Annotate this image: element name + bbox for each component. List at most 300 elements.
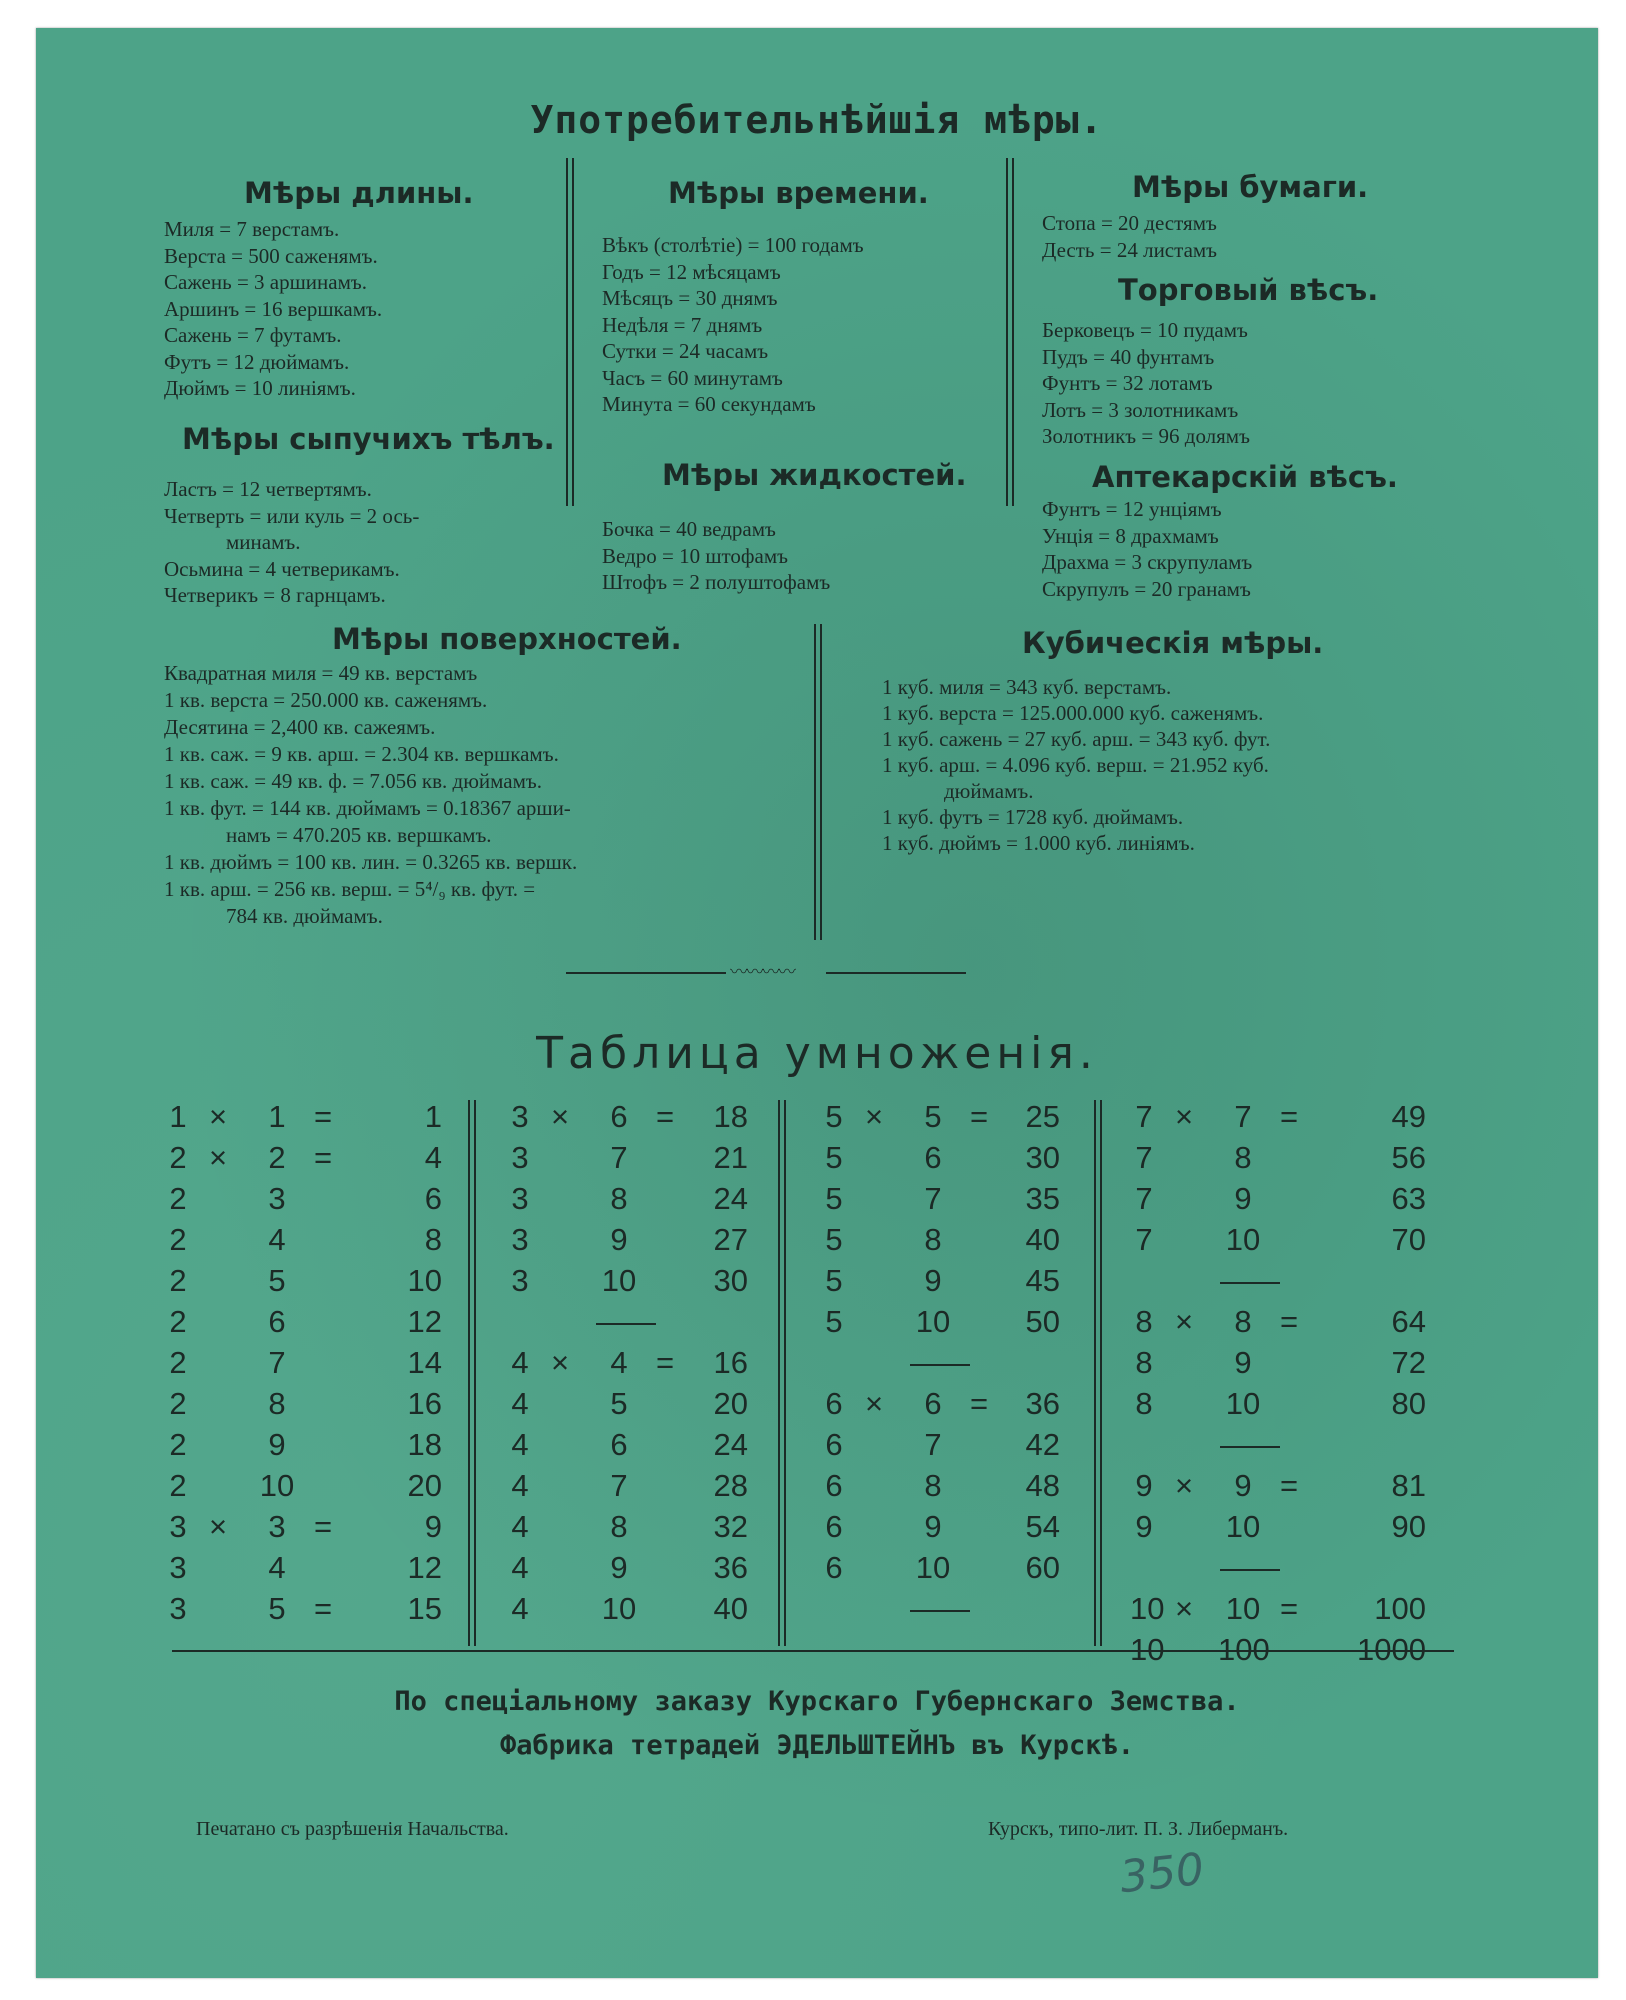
times-sign: ×: [1175, 1099, 1194, 1134]
multiplier: 8: [924, 1222, 942, 1257]
product: 81: [1391, 1468, 1426, 1503]
measure-line: Золотникъ = 96 долямъ: [1042, 424, 1250, 448]
measure-line: Фунтъ = 32 лотамъ: [1042, 371, 1213, 395]
multiplicand: 2: [169, 1181, 187, 1216]
multiplicand: 2: [169, 1263, 187, 1298]
multiplier: 6: [924, 1140, 942, 1175]
multiplier: 6: [610, 1427, 628, 1462]
multiplier: 7: [268, 1345, 286, 1380]
section-heading: Торговый вѣсъ.: [1118, 273, 1379, 307]
times-sign: ×: [1175, 1468, 1194, 1503]
multiplicand: 10: [1130, 1591, 1165, 1626]
measure-line: Годъ = 12 мѣсяцамъ: [602, 259, 781, 284]
multiplier: 8: [610, 1181, 628, 1216]
multiplier: 9: [610, 1550, 628, 1585]
imprint-permission: Печатано съ разрѣшенія Начальства.: [196, 1818, 509, 1840]
multiplier: 10: [601, 1591, 637, 1626]
table-row: [820, 1096, 1060, 1137]
measure-line: Сажень = 3 аршинамъ.: [164, 270, 367, 294]
section-paper: [1042, 170, 1368, 263]
table-row: [164, 1383, 442, 1424]
table-row: [164, 1260, 442, 1301]
table-separator: [1130, 1260, 1426, 1301]
equals-sign: =: [314, 1509, 333, 1544]
table-separator: [820, 1342, 1060, 1383]
multiplier: 8: [924, 1468, 942, 1503]
multiplier: 8: [1234, 1304, 1252, 1339]
section-surface: [164, 622, 682, 930]
column-divider: [1006, 158, 1014, 506]
product: 20: [407, 1468, 442, 1503]
equals-sign: =: [1280, 1591, 1299, 1626]
product: 18: [407, 1427, 442, 1462]
column-divider: [814, 624, 822, 940]
section-heading: Мѣры времени.: [668, 176, 929, 210]
measure-line: Аршинъ = 16 вершкамъ.: [164, 296, 383, 321]
table-row: [820, 1219, 1060, 1260]
multiplicand: 3: [511, 1181, 529, 1216]
multiplication-title: Таблица умноженія.: [536, 1028, 1098, 1079]
table-row: [1130, 1137, 1426, 1178]
multiplier: 3: [268, 1181, 286, 1216]
multiplicand: 4: [511, 1509, 529, 1544]
separator-line: [1220, 1569, 1280, 1571]
multiplicand: 3: [169, 1550, 187, 1585]
multiplicand: 5: [825, 1099, 843, 1134]
multiplicand: 4: [511, 1386, 529, 1421]
section-dry: [164, 422, 555, 609]
table-row: [164, 1096, 442, 1137]
multiplicand: 9: [1135, 1468, 1153, 1503]
separator-line: [910, 1364, 970, 1366]
measure-line: 1 кв. верста = 250.000 кв. саженямъ.: [164, 688, 488, 712]
multiplier: 9: [1234, 1181, 1252, 1216]
measure-line: Мѣсяцъ = 30 днямъ: [602, 286, 778, 310]
times-sign: ×: [209, 1509, 228, 1544]
measure-line: Дюймъ = 10 линіямъ.: [164, 376, 356, 400]
page-title: Употребительнѣйшія мѣры.: [530, 98, 1104, 142]
product: 40: [1025, 1222, 1060, 1257]
section-lines: [882, 674, 1323, 856]
multiplicand: 4: [511, 1591, 529, 1626]
table-row: [506, 1588, 748, 1629]
section-heading: Мѣры бумаги.: [1132, 170, 1369, 204]
section-liquid: [602, 458, 967, 596]
measure-line: Ведро = 10 штофамъ: [602, 543, 788, 568]
multiplier: 9: [610, 1222, 628, 1257]
table-row: [506, 1178, 748, 1219]
multiplier: 10: [915, 1550, 951, 1585]
measure-line: 1 кв. саж. = 49 кв. ф. = 7.056 кв. дюймамъ.: [164, 769, 543, 793]
times-sign: ×: [1175, 1304, 1194, 1339]
table-row: [506, 1137, 748, 1178]
ornament-rule-right: [826, 972, 966, 974]
footer-factory-line: Фабрика тетрадей ЭДЕЛЬШТЕЙНЪ въ Курскѣ.: [500, 1730, 1134, 1761]
measure-line: Стопа = 20 дестямъ: [1042, 211, 1217, 235]
table-row: [506, 1383, 748, 1424]
table-separator: [1130, 1424, 1426, 1465]
section-heading: Аптекарскій вѣсъ.: [1092, 460, 1398, 494]
table-row: [1130, 1342, 1426, 1383]
table-row: [1130, 1383, 1426, 1424]
footer-order-line: По спеціальному заказу Курскаго Губернскаго Земства.: [394, 1686, 1240, 1717]
table-row: [1130, 1096, 1426, 1137]
multiplicand: 3: [511, 1222, 529, 1257]
measure-line: 1 куб. арш. = 4.096 куб. верш. = 21.952 куб.: [882, 753, 1269, 777]
product: 30: [713, 1263, 748, 1298]
multiplier: 6: [268, 1304, 286, 1339]
multiplicand: 2: [169, 1427, 187, 1462]
product: 15: [407, 1591, 442, 1626]
equals-sign: =: [970, 1099, 989, 1134]
multiplicand: 5: [825, 1181, 843, 1216]
separator-line: [1220, 1446, 1280, 1448]
multiplier: 7: [924, 1181, 942, 1216]
section-time: [602, 176, 929, 418]
measure-line: Минута = 60 секундамъ: [602, 392, 816, 416]
table-row: [506, 1506, 748, 1547]
multiplier: 10: [1225, 1222, 1261, 1257]
multiplicand: 2: [169, 1468, 187, 1503]
measure-line: Четверть = или куль = 2 ось-: [164, 503, 420, 528]
measure-line: минамъ.: [226, 530, 301, 554]
multiplicand: 2: [169, 1304, 187, 1339]
product: 25: [1025, 1099, 1060, 1134]
multiplication-column-3: [820, 1096, 1060, 1629]
table-row: [164, 1506, 442, 1547]
multiplicand: 7: [1135, 1140, 1153, 1175]
multiplier: 9: [924, 1263, 942, 1298]
measure-line: Осьмина = 4 четверикамъ.: [164, 556, 400, 581]
multiplicand: 6: [825, 1468, 843, 1503]
table-row: [1130, 1465, 1426, 1506]
measure-line: 784 кв. дюймамъ.: [226, 904, 383, 928]
product: 27: [713, 1222, 748, 1257]
multiplicand: 3: [511, 1140, 529, 1175]
measure-line: 1 куб. дюймъ = 1.000 куб. линіямъ.: [882, 831, 1195, 855]
equals-sign: =: [970, 1386, 989, 1421]
table-bottom-rule: [172, 1650, 1454, 1652]
multiplicand: 2: [169, 1345, 187, 1380]
table-row: [506, 1342, 748, 1383]
multiplicand: 4: [511, 1427, 529, 1462]
section-lines: [164, 216, 474, 402]
table-row: [820, 1465, 1060, 1506]
times-sign: ×: [209, 1140, 228, 1175]
multiplier: 5: [924, 1099, 942, 1134]
measure-line: Квадратная миля = 49 кв. верстамъ: [164, 661, 478, 685]
product: 40: [713, 1591, 748, 1626]
measure-line: Драхма = 3 скрупуламъ: [1042, 550, 1253, 574]
measure-line: 1 куб. верста = 125.000.000 куб. саженямъ.: [882, 701, 1264, 725]
section-heading: Мѣры поверхностей.: [332, 622, 682, 656]
multiplicand: 6: [825, 1386, 843, 1421]
table-row: [506, 1219, 748, 1260]
measure-line: Сутки = 24 часамъ: [602, 339, 769, 363]
product: 48: [1025, 1468, 1060, 1503]
product: 21: [713, 1140, 748, 1175]
table-row: [1130, 1219, 1426, 1260]
section-heading: Мѣры сыпучихъ тѣлъ.: [182, 422, 555, 456]
equals-sign: =: [314, 1140, 333, 1175]
product: 20: [713, 1386, 748, 1421]
multiplier: 5: [610, 1386, 628, 1421]
measure-line: Часъ = 60 минутамъ: [602, 365, 783, 390]
table-separator: [820, 1588, 1060, 1629]
measure-line: 1 кв. саж. = 9 кв. арш. = 2.304 кв. вершкамъ.: [164, 742, 559, 766]
product: 10: [407, 1263, 442, 1298]
multiplicand: 4: [511, 1468, 529, 1503]
section-heading: Кубическія мѣры.: [1022, 626, 1324, 660]
measure-line: Берковецъ = 10 пудамъ: [1042, 318, 1248, 342]
table-row: [506, 1547, 748, 1588]
multiplier: 6: [924, 1386, 942, 1421]
notebook-back-cover: [36, 28, 1598, 1978]
multiplicand: 1: [169, 1099, 187, 1134]
multiplier: 4: [268, 1550, 286, 1585]
equals-sign: =: [1280, 1304, 1299, 1339]
measure-line: 1 куб. футъ = 1728 куб. дюймамъ.: [882, 805, 1184, 829]
multiplication-column-4: [1130, 1096, 1426, 1670]
multiplicand: 8: [1135, 1345, 1153, 1380]
table-column-divider: [1094, 1100, 1102, 1646]
multiplicand: 2: [169, 1140, 187, 1175]
product: 60: [1025, 1550, 1060, 1585]
product: 16: [407, 1386, 442, 1421]
product: 45: [1025, 1263, 1060, 1298]
multiplicand: 4: [511, 1550, 529, 1585]
multiplicand: 4: [511, 1345, 529, 1380]
times-sign: ×: [551, 1099, 570, 1134]
times-sign: ×: [1175, 1591, 1194, 1626]
equals-sign: =: [314, 1591, 333, 1626]
multiplier: 1: [268, 1099, 286, 1134]
product: 49: [1391, 1099, 1426, 1134]
section-lines: [1042, 317, 1378, 450]
table-separator: [506, 1301, 748, 1342]
table-row: [164, 1301, 442, 1342]
table-row: [820, 1301, 1060, 1342]
multiplier: 9: [268, 1427, 286, 1462]
product: 72: [1391, 1345, 1426, 1380]
measure-line: Унція = 8 драхмамъ: [1042, 523, 1219, 548]
table-row: [506, 1260, 748, 1301]
equals-sign: =: [1280, 1468, 1299, 1503]
table-row: [820, 1547, 1060, 1588]
equals-sign: =: [1280, 1099, 1299, 1134]
product: 56: [1391, 1140, 1426, 1175]
multiplicand: 2: [169, 1386, 187, 1421]
table-row: [1130, 1588, 1426, 1629]
section-pharmacy: [1042, 460, 1398, 602]
times-sign: ×: [551, 1345, 570, 1380]
product: 8: [424, 1222, 442, 1257]
measure-line: Десть = 24 листамъ: [1042, 237, 1218, 262]
measure-line: Верста = 500 саженямъ.: [164, 243, 378, 268]
product: 30: [1025, 1140, 1060, 1175]
table-row: [1130, 1178, 1426, 1219]
table-row: [164, 1219, 442, 1260]
multiplier: 7: [610, 1140, 628, 1175]
product: 24: [713, 1181, 748, 1216]
product: 36: [1025, 1386, 1060, 1421]
measure-line: 1 кв. арш. = 256 кв. верш. = 5⁴/₉ кв. фут. =: [164, 877, 536, 901]
table-row: [820, 1137, 1060, 1178]
multiplier: 10: [915, 1304, 951, 1339]
measure-line: Четверикъ = 8 гарнцамъ.: [164, 583, 386, 607]
table-row: [820, 1506, 1060, 1547]
ornament-rule-left: [566, 972, 726, 974]
multiplicand: 5: [825, 1222, 843, 1257]
multiplier: 4: [610, 1345, 628, 1380]
table-row: [164, 1342, 442, 1383]
multiplier: 7: [610, 1468, 628, 1503]
table-row: [506, 1096, 748, 1137]
measure-line: Ластъ = 12 четвертямъ.: [164, 477, 372, 501]
separator-line: [596, 1323, 656, 1325]
table-row: [1130, 1301, 1426, 1342]
measure-line: Вѣкъ (столѣтіе) = 100 годамъ: [602, 233, 864, 257]
measure-line: Фунтъ = 12 унціямъ: [1042, 497, 1222, 521]
table-row: [1130, 1506, 1426, 1547]
multiplier: 10: [1225, 1509, 1261, 1544]
multiplicand: 6: [825, 1427, 843, 1462]
measure-line: Штофъ = 2 полуштофамъ: [602, 570, 831, 594]
table-column-divider: [468, 1100, 476, 1646]
measure-line: Недѣля = 7 днямъ: [602, 312, 763, 337]
multiplicand: 5: [825, 1304, 843, 1339]
table-row: [164, 1465, 442, 1506]
multiplicand: 5: [825, 1140, 843, 1175]
measure-line: Футъ = 12 дюймамъ.: [164, 349, 350, 374]
multiplicand: 7: [1135, 1181, 1153, 1216]
measure-line: 1 куб. сажень = 27 куб. арш. = 343 куб. фут.: [882, 727, 1271, 751]
product: 16: [713, 1345, 748, 1380]
measure-line: Бочка = 40 ведрамъ: [602, 517, 776, 541]
product: 63: [1391, 1181, 1426, 1216]
multiplicand: 3: [169, 1509, 187, 1544]
multiplier: 2: [268, 1140, 286, 1175]
product: 24: [713, 1427, 748, 1462]
multiplicand: 7: [1135, 1222, 1153, 1257]
section-cubic: [882, 626, 1323, 856]
multiplier: 10: [1225, 1591, 1261, 1626]
product: 1000: [1357, 1632, 1426, 1667]
product: 9: [424, 1509, 442, 1544]
measure-line: Скрупулъ = 20 гранамъ: [1042, 576, 1251, 601]
measure-line: 1 кв. фут. = 144 кв. дюймамъ = 0.18367 арши-: [164, 796, 571, 820]
multiplier: 6: [610, 1099, 628, 1134]
multiplier: 5: [268, 1591, 286, 1626]
multiplication-column-1: [164, 1096, 442, 1629]
measure-line: Десятина = 2,400 кв. сажеямъ.: [164, 715, 436, 739]
table-separator: [1130, 1547, 1426, 1588]
product: 64: [1391, 1304, 1426, 1339]
equals-sign: =: [314, 1099, 333, 1134]
multiplier: 10: [1225, 1386, 1261, 1421]
equals-sign: =: [656, 1099, 675, 1134]
section-lines: [602, 232, 929, 418]
measure-line: Миля = 7 верстамъ.: [164, 217, 340, 241]
table-row: [820, 1424, 1060, 1465]
column-divider: [566, 158, 574, 506]
product: 80: [1391, 1386, 1426, 1421]
table-row: [820, 1383, 1060, 1424]
pencil-note: 350: [1117, 1843, 1207, 1904]
table-row: [506, 1465, 748, 1506]
product: 35: [1025, 1181, 1060, 1216]
multiplicand: 9: [1135, 1509, 1153, 1544]
measure-line: 1 кв. дюймъ = 100 кв. лин. = 0.3265 кв. вершк.: [164, 850, 578, 874]
table-row: [164, 1424, 442, 1465]
multiplier: 9: [1234, 1345, 1252, 1380]
multiplier: 9: [924, 1509, 942, 1544]
section-heading: Мѣры длины.: [244, 176, 474, 210]
multiplier: 3: [268, 1509, 286, 1544]
table-row: [164, 1137, 442, 1178]
measure-line: дюймамъ.: [944, 779, 1034, 803]
times-sign: ×: [865, 1099, 884, 1134]
section-lines: [164, 476, 555, 609]
multiplier: 100: [1218, 1632, 1270, 1667]
separator-line: [1220, 1282, 1280, 1284]
product: 90: [1391, 1509, 1426, 1544]
product: 50: [1025, 1304, 1060, 1339]
table-column-divider: [778, 1100, 786, 1646]
multiplicand: 2: [169, 1222, 187, 1257]
times-sign: ×: [209, 1099, 228, 1134]
product: 12: [407, 1304, 442, 1339]
equals-sign: =: [656, 1345, 675, 1380]
table-row: [820, 1260, 1060, 1301]
table-row: [164, 1178, 442, 1219]
separator-line: [910, 1610, 970, 1612]
measure-line: намъ = 470.205 кв. вершкамъ.: [226, 823, 492, 847]
product: 54: [1025, 1509, 1060, 1544]
product: 28: [713, 1468, 748, 1503]
section-lines: [602, 516, 967, 596]
table-row: [164, 1547, 442, 1588]
multiplier: 10: [259, 1468, 295, 1503]
multiplication-column-2: [506, 1096, 748, 1629]
multiplicand: 6: [825, 1509, 843, 1544]
product: 36: [713, 1550, 748, 1585]
multiplicand: 6: [825, 1550, 843, 1585]
multiplicand: 3: [511, 1263, 529, 1298]
multiplicand: 3: [511, 1099, 529, 1134]
multiplier: 9: [1234, 1468, 1252, 1503]
multiplier: 8: [268, 1386, 286, 1421]
product: 32: [713, 1509, 748, 1544]
product: 100: [1374, 1591, 1426, 1626]
product: 1: [424, 1099, 442, 1134]
multiplicand: 10: [1130, 1632, 1165, 1667]
section-lines: [1042, 496, 1398, 602]
product: 42: [1025, 1427, 1060, 1462]
measure-line: 1 куб. миля = 343 куб. верстамъ.: [882, 675, 1172, 699]
section-lines: [1042, 210, 1368, 263]
table-row: [506, 1424, 748, 1465]
multiplicand: 8: [1135, 1386, 1153, 1421]
table-row: [164, 1588, 442, 1629]
section-trade-weight: [1042, 273, 1378, 450]
section-heading: Мѣры жидкостей.: [662, 458, 967, 492]
measure-line: Пудъ = 40 фунтамъ: [1042, 344, 1215, 369]
multiplicand: 7: [1135, 1099, 1153, 1134]
section-lines: [164, 660, 682, 930]
measure-line: Лотъ = 3 золотникамъ: [1042, 397, 1239, 422]
multiplier: 5: [268, 1263, 286, 1298]
